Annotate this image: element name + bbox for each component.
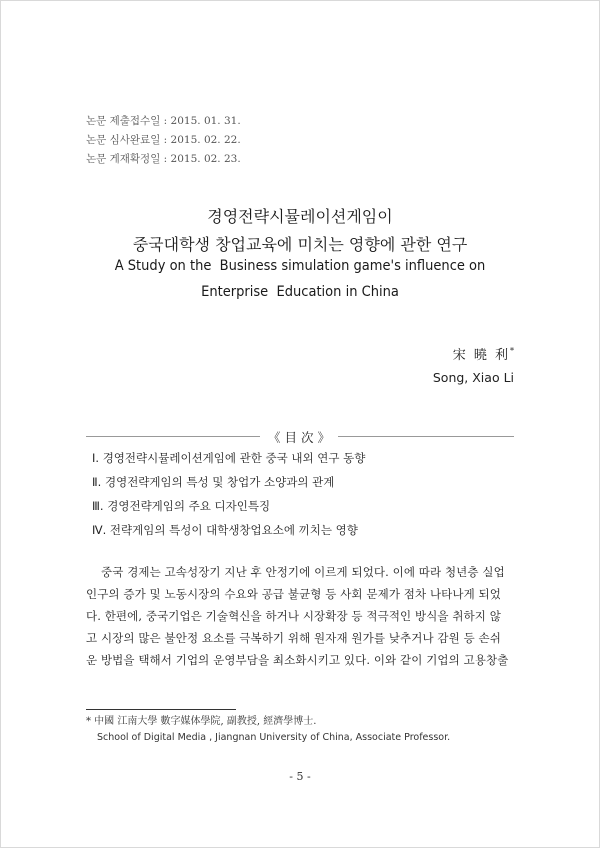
page-number: - 5 -: [289, 770, 311, 783]
title-korean-line1: 경영전략시뮬레이션게임이: [207, 207, 393, 226]
toc-item-1: Ⅰ. 경영전략시뮬레이션게임에 관한 중국 내외 연구 동향: [92, 451, 366, 465]
author-footnote-mark: *: [510, 346, 514, 356]
author-hanja-name: 宋 曉 利: [452, 348, 510, 363]
date-reviewed: 논문 심사완료일 : 2015. 02. 22.: [86, 134, 241, 146]
body-paragraph: [86, 561, 518, 671]
body-line-4: 고 시장의 많은 불안정 요소를 극복하기 위해 원자재 원가를 낮추거나 감원 등 손쉬: [86, 631, 501, 645]
footnote-line-1: * 中國 江南大學 數字媒体學院, 副教授, 經濟學博士.: [86, 716, 317, 727]
footnote-line-2: School of Digital Media , Jiangnan University of China, Associate Professor.: [97, 732, 451, 743]
toc-rule-left: [86, 436, 260, 437]
author-hanja: [453, 344, 514, 363]
title-korean-line2: 중국대학생 창업교육에 미치는 영향에 관한 연구: [132, 235, 468, 254]
title-english-line1: A Study on the Business simulation game's influence on: [114, 258, 486, 274]
toc-item-2: Ⅱ. 경영전략게임의 특성 및 창업가 소양과의 관계: [92, 475, 335, 489]
submission-dates: [86, 112, 241, 169]
toc-rule-right: [338, 436, 514, 437]
title-english-line2: Enterprise Education in China: [201, 284, 399, 300]
body-line-3: 다. 한편에, 중국기업은 기술혁신을 하거나 시장확장 등 적극적인 방식을 취하지 않: [86, 609, 501, 623]
body-line-2: 인구의 증가 및 노동시장의 수요와 공급 불균형 등 사회 문제가 점차 나타나게 되었: [86, 587, 501, 601]
toc-item-4: Ⅳ. 전략게임의 특성이 대학생창업요소에 끼치는 영향: [92, 523, 358, 537]
date-submitted: 논문 제출접수일 : 2015. 01. 31.: [86, 115, 241, 127]
toc-heading: 《 目 次 》: [268, 430, 330, 445]
footnote-rule: [86, 709, 236, 710]
body-line-1: 중국 경제는 고속성장기 지난 후 안정기에 이르게 되었다. 이에 따라 청년층 실업: [86, 565, 505, 579]
toc-item-3: Ⅲ. 경영전략게임의 주요 디자인특징: [92, 499, 271, 513]
author-english: Song, Xiao Li: [432, 370, 514, 385]
table-of-contents: [92, 446, 365, 542]
footnote: [86, 714, 450, 746]
date-confirmed: 논문 게재확정일 : 2015. 02. 23.: [86, 153, 241, 165]
body-line-5: 운 방법을 택해서 기업의 운영부담을 최소화시키고 있다. 이와 같이 기업의 고용창출: [86, 653, 509, 667]
